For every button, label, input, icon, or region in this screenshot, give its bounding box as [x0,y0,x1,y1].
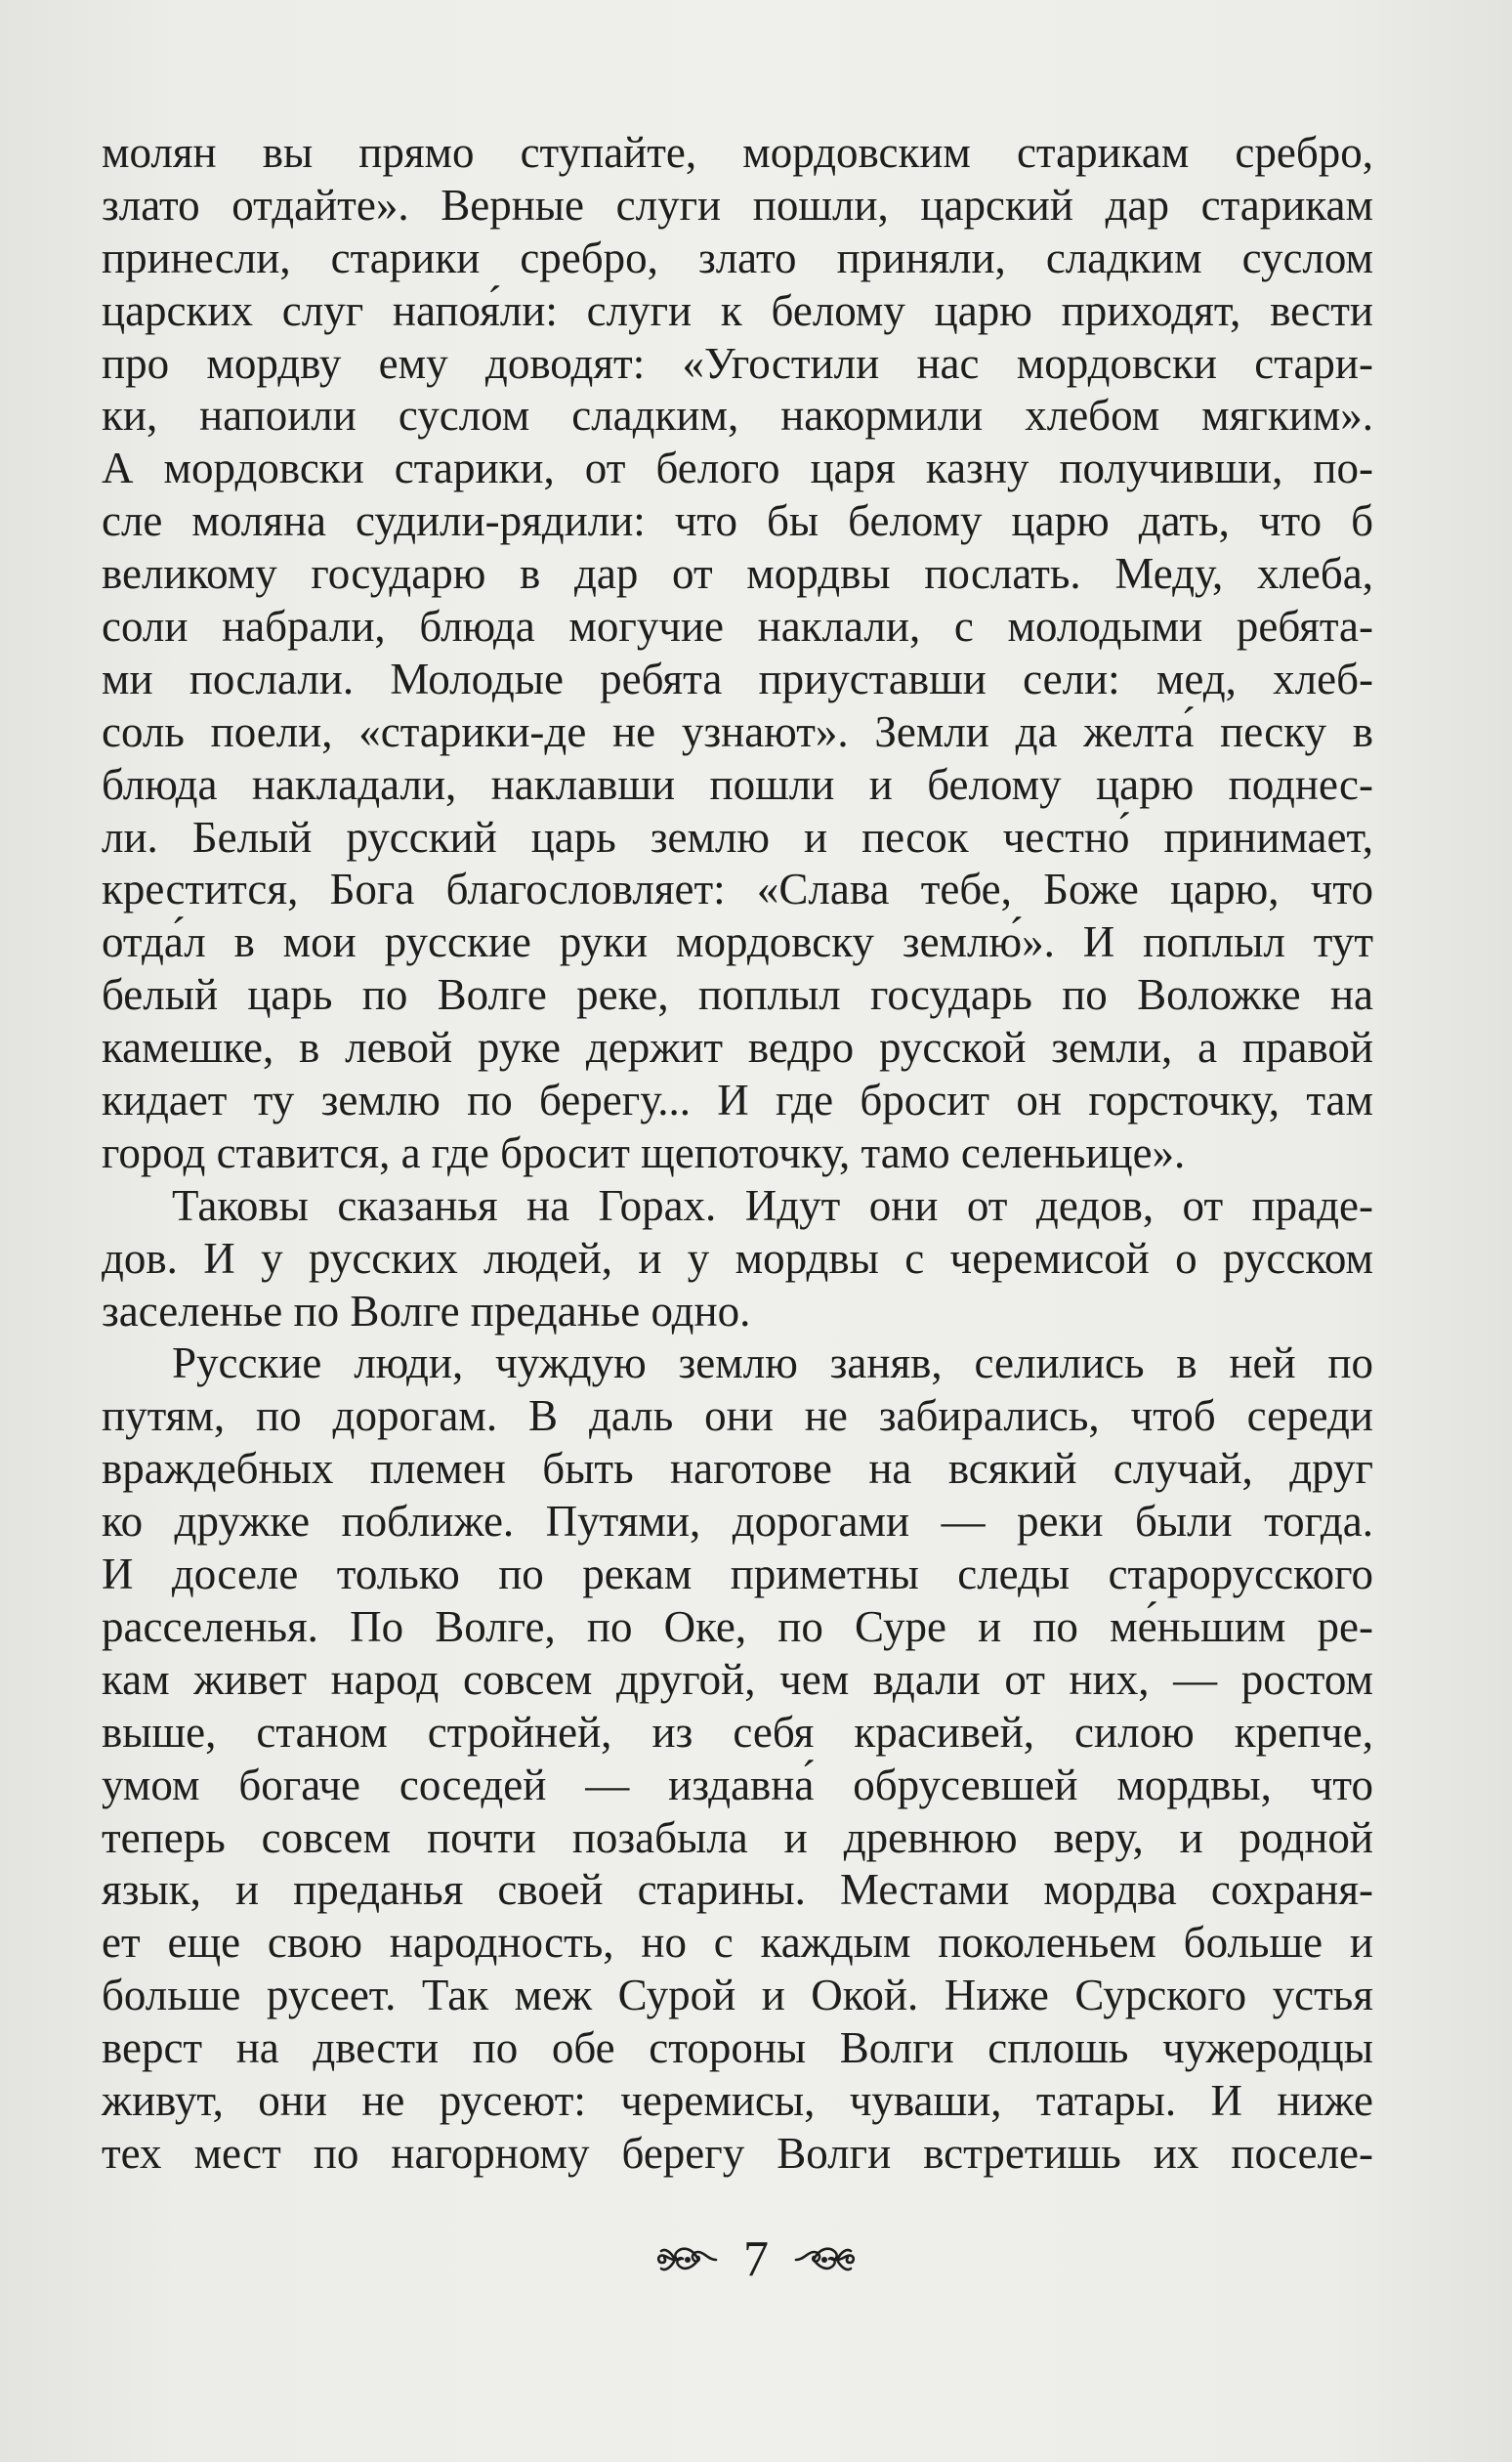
text-line: крестится, Бога благословляет: «Слава тебе, Боже царю, что [102,865,1373,914]
text-line: царских слуг напоя́ли: слуги к белому царю приходят, вести [102,285,1373,335]
text-line: теперь совсем почти позабыла и древнюю веру, и родной [102,1812,1373,1862]
text-line: дов. И у русских людей, и у мордвы с черемисой о русском [102,1233,1373,1283]
text-line: белый царь по Волге реке, поплыл государь по Воложке на [102,970,1373,1020]
flourish-left-icon [655,2238,718,2281]
text-line: город ставится, а где бросит щепоточку, тамо селеньице». [102,1127,1186,1177]
text-line: Таковы сказанья на Горах. Идут они от дедов, от праде- [172,1180,1373,1230]
text-line: кидает ту землю по берегу... И где бросит он горсточку, там [102,1076,1373,1125]
text-line: про мордву ему доводят: «Угостили нас мордовски стари- [102,338,1373,388]
text-line: сле моляна судили-рядили: что бы белому царю дать, что б [102,496,1373,546]
text-line: камешке, в левой руке держит ведро русской земли, а правой [102,1023,1373,1073]
body-text [102,127,1373,2181]
text-line: путям, по дорогам. В даль они не забирались, чтоб середи [102,1391,1373,1441]
text-line: соли набрали, блюда могучие наклали, с молодыми ребята- [102,602,1373,652]
text-line: умом богаче соседей — издавна́ обрусевшей мордвы, что [102,1760,1373,1809]
text-line: принесли, старики сребро, злато приняли, сладким суслом [102,233,1373,282]
text-line: А мордовски старики, от белого царя казну получивши, по- [102,444,1373,493]
text-line: враждебных племен быть наготове на всякий случай, друг [102,1444,1373,1494]
text-line: заселенье по Волге преданье одно. [102,1286,751,1336]
text-line: ко дружке поближе. Путями, дорогами — реки были тогда. [102,1497,1373,1547]
text-line: ки, напоили суслом сладким, накормили хлебом мягким». [102,391,1373,441]
text-line: живут, они не русеют: черемисы, чуваши, татары. И ниже [102,2075,1373,2125]
text-line: кам живет народ совсем другой, чем вдали от них, — ростом [102,1654,1373,1704]
text-line: И доселе только по рекам приметны следы старорусского [102,1549,1373,1599]
text-line: ет еще свою народность, но с каждым поколеньем больше и [102,1918,1373,1968]
text-line: злато отдайте». Верные слуги пошли, царский дар старикам [102,180,1373,230]
text-line: больше русеет. Так меж Сурой и Окой. Ниже Сурского устья [102,1971,1373,2020]
text-line: расселенья. По Волге, по Оке, по Суре и по ме́ньшим ре- [102,1601,1373,1651]
text-line: верст на двести по обе стороны Волги сплошь чужеродцы [102,2023,1373,2073]
text-line: великому государю в дар от мордвы послать. Меду, хлеба, [102,549,1373,599]
text-line: молян вы прямо ступайте, мордовским старикам сребро, [102,128,1373,177]
text-line: Русские люди, чуждую землю заняв, селились в ней по [172,1338,1373,1388]
text-line: ли. Белый русский царь землю и песок честно́ принимает, [102,812,1373,862]
page-number: 7 [743,2231,769,2287]
flourish-right-icon [794,2238,857,2281]
text-line: выше, станом стройней, из себя красивей, силою крепче, [102,1707,1373,1757]
text-line: блюда накладали, наклавши пошли и белому царю поднес- [102,759,1373,809]
text-line: язык, и преданья своей старины. Местами мордва сохраня- [102,1865,1373,1915]
text-line: тех мест по нагорному берегу Волги встретишь их поселе- [102,2128,1373,2178]
text-line: отда́л в мои русские руки мордовску землю́». И поплыл тут [102,917,1373,967]
text-line: ми послали. Молодые ребята приуставши сели: мед, хлеб- [102,654,1373,703]
page-footer [0,2216,1512,2304]
text-line: соль поели, «старики-де не узнают». Земли да желта́ песку в [102,706,1373,756]
